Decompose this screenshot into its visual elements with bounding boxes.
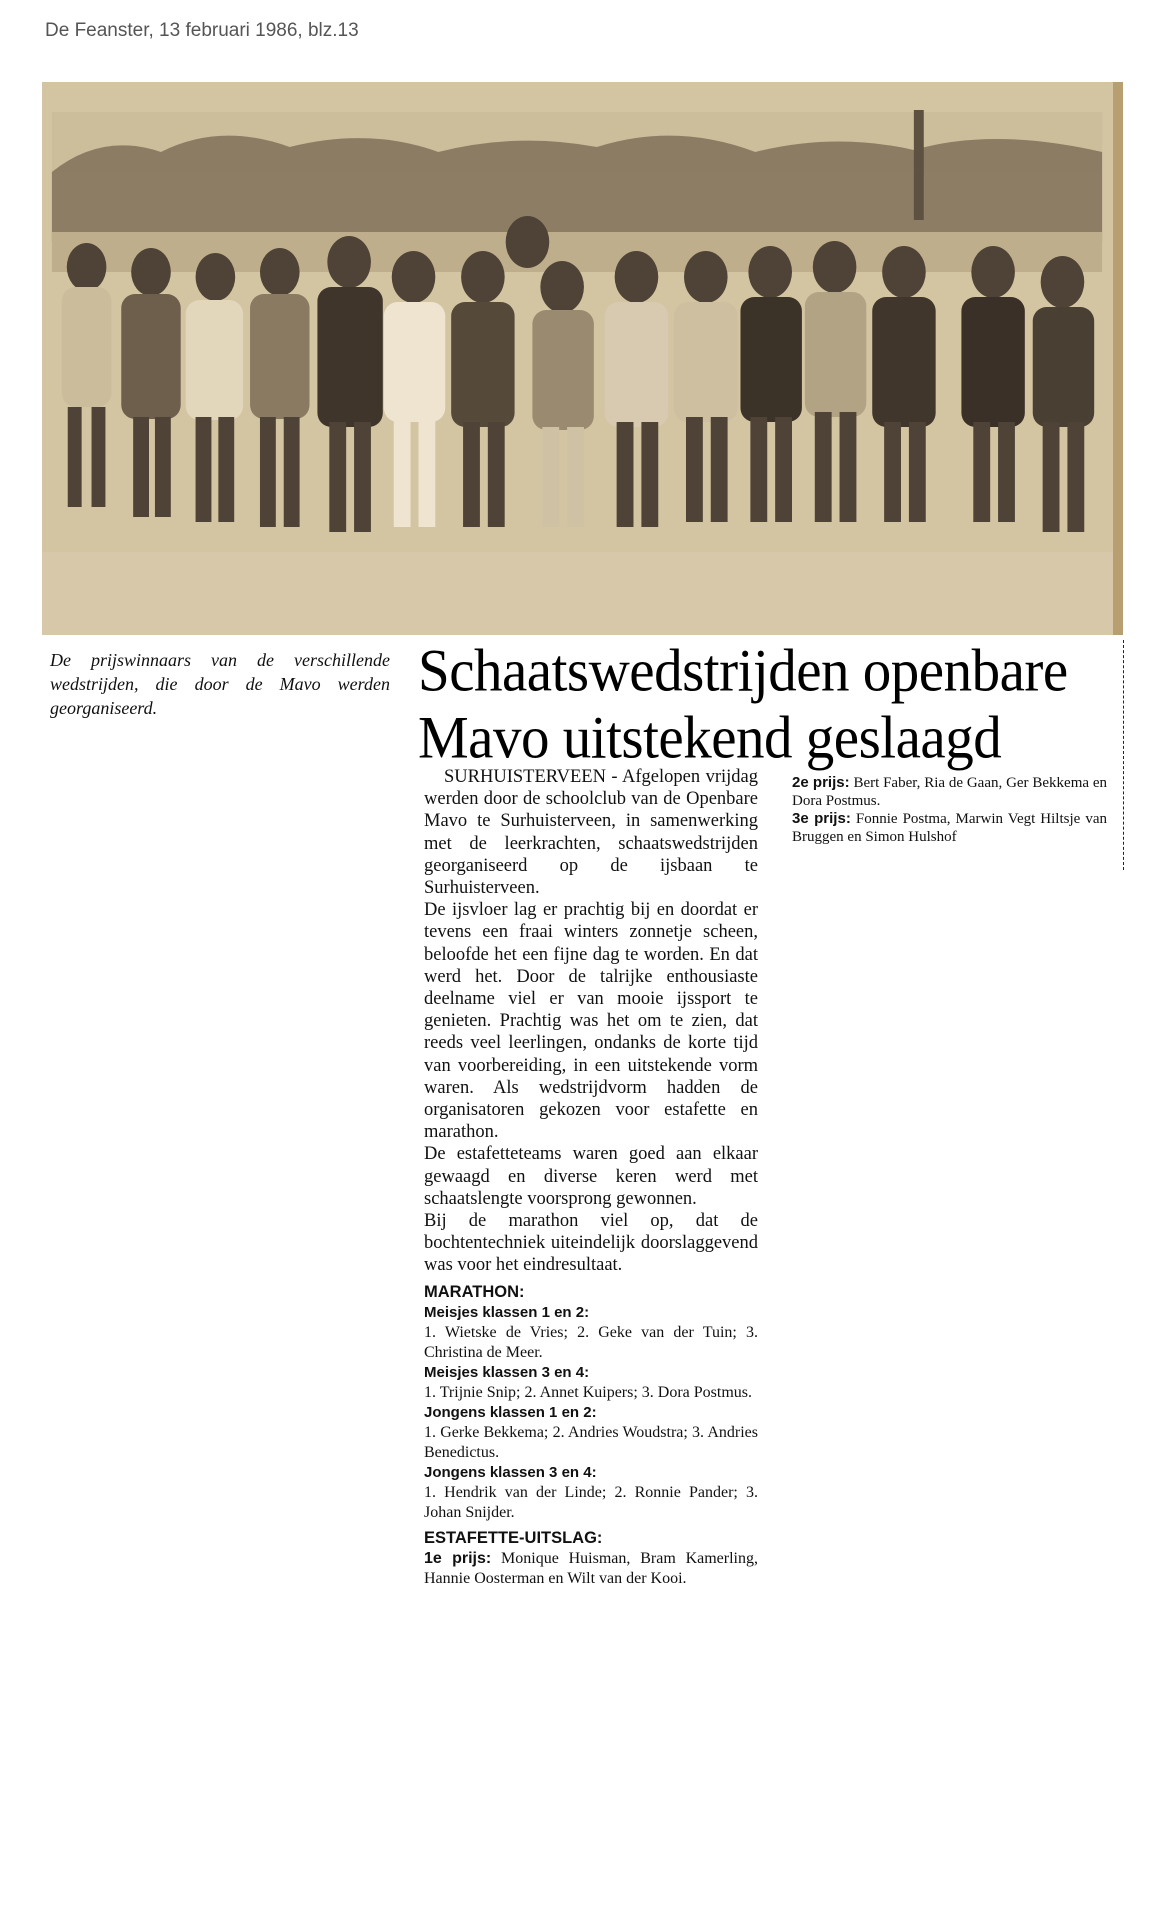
body-paragraph: De ijsvloer lag er prachtig bij en doordat er tevens een fraai winters zonnetje scheen, beloofde het een fijne dag te worden. En dat werd het. Door de talrijke enthousiaste deelname viel er van mooie ijssport te genieten. Prachtig was het om te zien, dat reeds veel leerlingen, ondanks de korte tijd van voorbereiding, in een uitstekende vorm waren. Als wedstrijdvorm hadden de organisatoren gekozen voor estafette en marathon. bbox=[424, 900, 758, 1143]
relay-result bbox=[792, 810, 1107, 846]
result-group-text: 1. Gerke Bekkema; 2. Andries Woudstra; 3. Andries Benedictus. bbox=[424, 1423, 758, 1461]
source-header: De Feanster, 13 februari 1986, blz.13 bbox=[45, 20, 359, 41]
group-photo bbox=[42, 82, 1123, 635]
result-group-text: 1. Hendrik van der Linde; 2. Ronnie Pander; 3. Johan Snijder. bbox=[424, 1483, 758, 1521]
relay-result bbox=[792, 774, 1107, 810]
headline-line-2: Mavo uitstekend geslaagd bbox=[418, 705, 1002, 772]
result-group-text: 1. Trijnie Snip; 2. Annet Kuipers; 3. Dora Postmus. bbox=[424, 1383, 753, 1401]
article-headline bbox=[418, 638, 1123, 772]
relay-prize-label: 1e prijs: bbox=[424, 1549, 492, 1567]
column-divider bbox=[1123, 640, 1124, 870]
result-group-text: 1. Wietske de Vries; 2. Geke van der Tuin; 3. Christina de Meer. bbox=[424, 1323, 758, 1361]
body-paragraph: Bij de marathon viel op, dat de bochtentechniek uiteindelijk doorslaggevend was voor het eindresultaat. bbox=[424, 1211, 758, 1276]
photo-caption: De prijswinnaars van de verschillende wedstrijden, die door de Mavo werden georganiseerd. bbox=[50, 650, 390, 718]
relay-prize-text: Bert Faber, Ria de Gaan, Ger Bekkema en Dora Postmus. bbox=[792, 775, 1107, 809]
body-paragraph: SURHUISTERVEEN - Afgelopen vrijdag werden door de schoolclub van de Openbare Mavo te Surhuisterveen, in samenwerking met de leerkrachten, schaatswedstrijden georganiseerd op de ijsbaan te Surhuisterveen. bbox=[424, 767, 758, 899]
marathon-heading: MARATHON: bbox=[424, 1282, 525, 1301]
relay-heading: ESTAFETTE-UITSLAG: bbox=[424, 1528, 603, 1547]
result-group-title: Jongens klassen 1 en 2: bbox=[424, 1403, 597, 1421]
body-paragraph: De estafetteteams waren goed aan elkaar gewaagd en diverse keren werd met schaatslengte voorsprong gewonnen. bbox=[424, 1144, 758, 1209]
relay-prize-text: Monique Huisman, Bram Kamerling, Hannie Oosterman en Wilt van der Kooi. bbox=[424, 1549, 759, 1587]
result-group-title: Meisjes klassen 3 en 4: bbox=[424, 1363, 590, 1381]
article-column-2 bbox=[792, 774, 1107, 846]
relay-prize-label: 3e prijs: bbox=[792, 810, 851, 827]
result-group-title: Meisjes klassen 1 en 2: bbox=[424, 1303, 590, 1321]
relay-prize-text: Fonnie Postma, Marwin Vegt Hiltsje van Bruggen en Simon Hulshof bbox=[792, 811, 1107, 845]
article-column-1 bbox=[424, 766, 758, 1589]
relay-prize-label: 2e prijs: bbox=[792, 774, 850, 791]
headline-line-1: Schaatswedstrijden openbare bbox=[418, 638, 1068, 705]
relay-result bbox=[424, 1549, 758, 1589]
result-group-title: Jongens klassen 3 en 4: bbox=[424, 1463, 597, 1481]
group-photo-skaters-icon bbox=[42, 82, 1113, 635]
